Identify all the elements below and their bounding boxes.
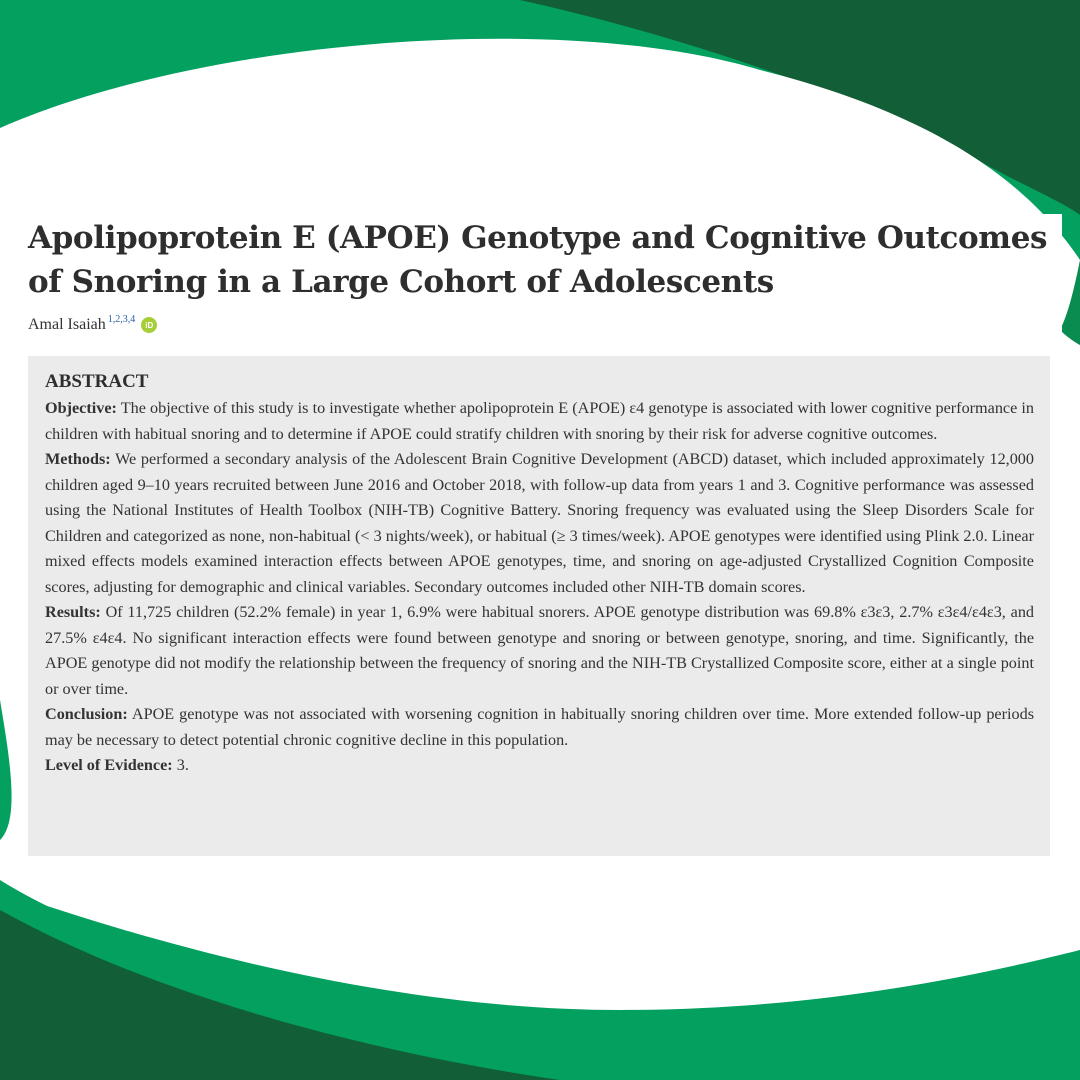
abstract-box [28,356,1050,856]
conclusion-paragraph [45,702,1034,753]
methods-label: Methods: [45,450,111,468]
methods-text: We performed a secondary analysis of the Adolescent Brain Cognitive Development (ABCD) dataset, which included approximately 12,000 children aged 9–10 years recruited between June 2016 and October 2018, with follow-up data from years 1 and 3. Cognitive performance was assessed using the National Institutes of Health Toolbox (NIH-TB) Cognitive Battery. Snoring frequency was evaluated using the Sleep Disorders Scale for Children and categorized as none, non-habitual (< 3 nights/week), or habitual (≥ 3 times/week). APOE genotypes were identified using Plink 2.0. Linear mixed effects models examined interaction effects between APOE genotypes, time, and snoring on age-adjusted Crystallized Cognition Composite scores, adjusting for demographic and clinical variables. Secondary outcomes included other NIH-TB domain scores. [45,450,1034,596]
level-of-evidence-label: Level of Evidence: [45,756,173,774]
results-text: Of 11,725 children (52.2% female) in year 1, 6.9% were habitual snorers. APOE genotype distribution was 69.8% ε3ε3, 2.7% ε3ε4/ε4ε3, and 27.5% ε4ε4. No significant interaction effects were found between genotype and snoring or between genotype, snoring, and time. Significantly, the APOE genotype did not modify the relationship between the frequency of snoring and the NIH-TB Crystallized Composite score, either at a single point or over time. [45,603,1035,698]
article-title: Apolipoprotein E (APOE) Genotype and Cognitive Outcomes of Snoring in a Large Cohort of Adolescents [28,220,1048,300]
objective-label: Objective: [45,399,117,417]
conclusion-text: APOE genotype was not associated with worsening cognition in habitually snoring children over time. More extended follow-up periods may be necessary to detect potential chronic cognitive decline in this population. [45,705,1034,749]
results-paragraph [45,600,1034,702]
conclusion-label: Conclusion: [45,705,128,723]
objective-paragraph [45,396,1034,447]
orcid-icon[interactable] [141,317,157,333]
objective-text: The objective of this study is to investigate whether apolipoprotein E (APOE) ε4 genotype is associated with lower cognitive performance in children with habitual snoring and to determine if APOE could stratify children with snoring by their risk for adverse cognitive outcomes. [45,399,1034,443]
results-label: Results: [45,603,101,621]
methods-paragraph [45,447,1034,600]
orcid-icon-text: iD [145,320,154,330]
level-of-evidence-value: 3. [176,756,189,774]
author-name[interactable]: Amal Isaiah [28,316,106,333]
level-of-evidence-paragraph [45,753,1034,779]
author-affiliations[interactable]: 1,2,3,4 [107,314,136,325]
author-line [28,316,157,334]
abstract-heading: ABSTRACT [45,371,149,392]
